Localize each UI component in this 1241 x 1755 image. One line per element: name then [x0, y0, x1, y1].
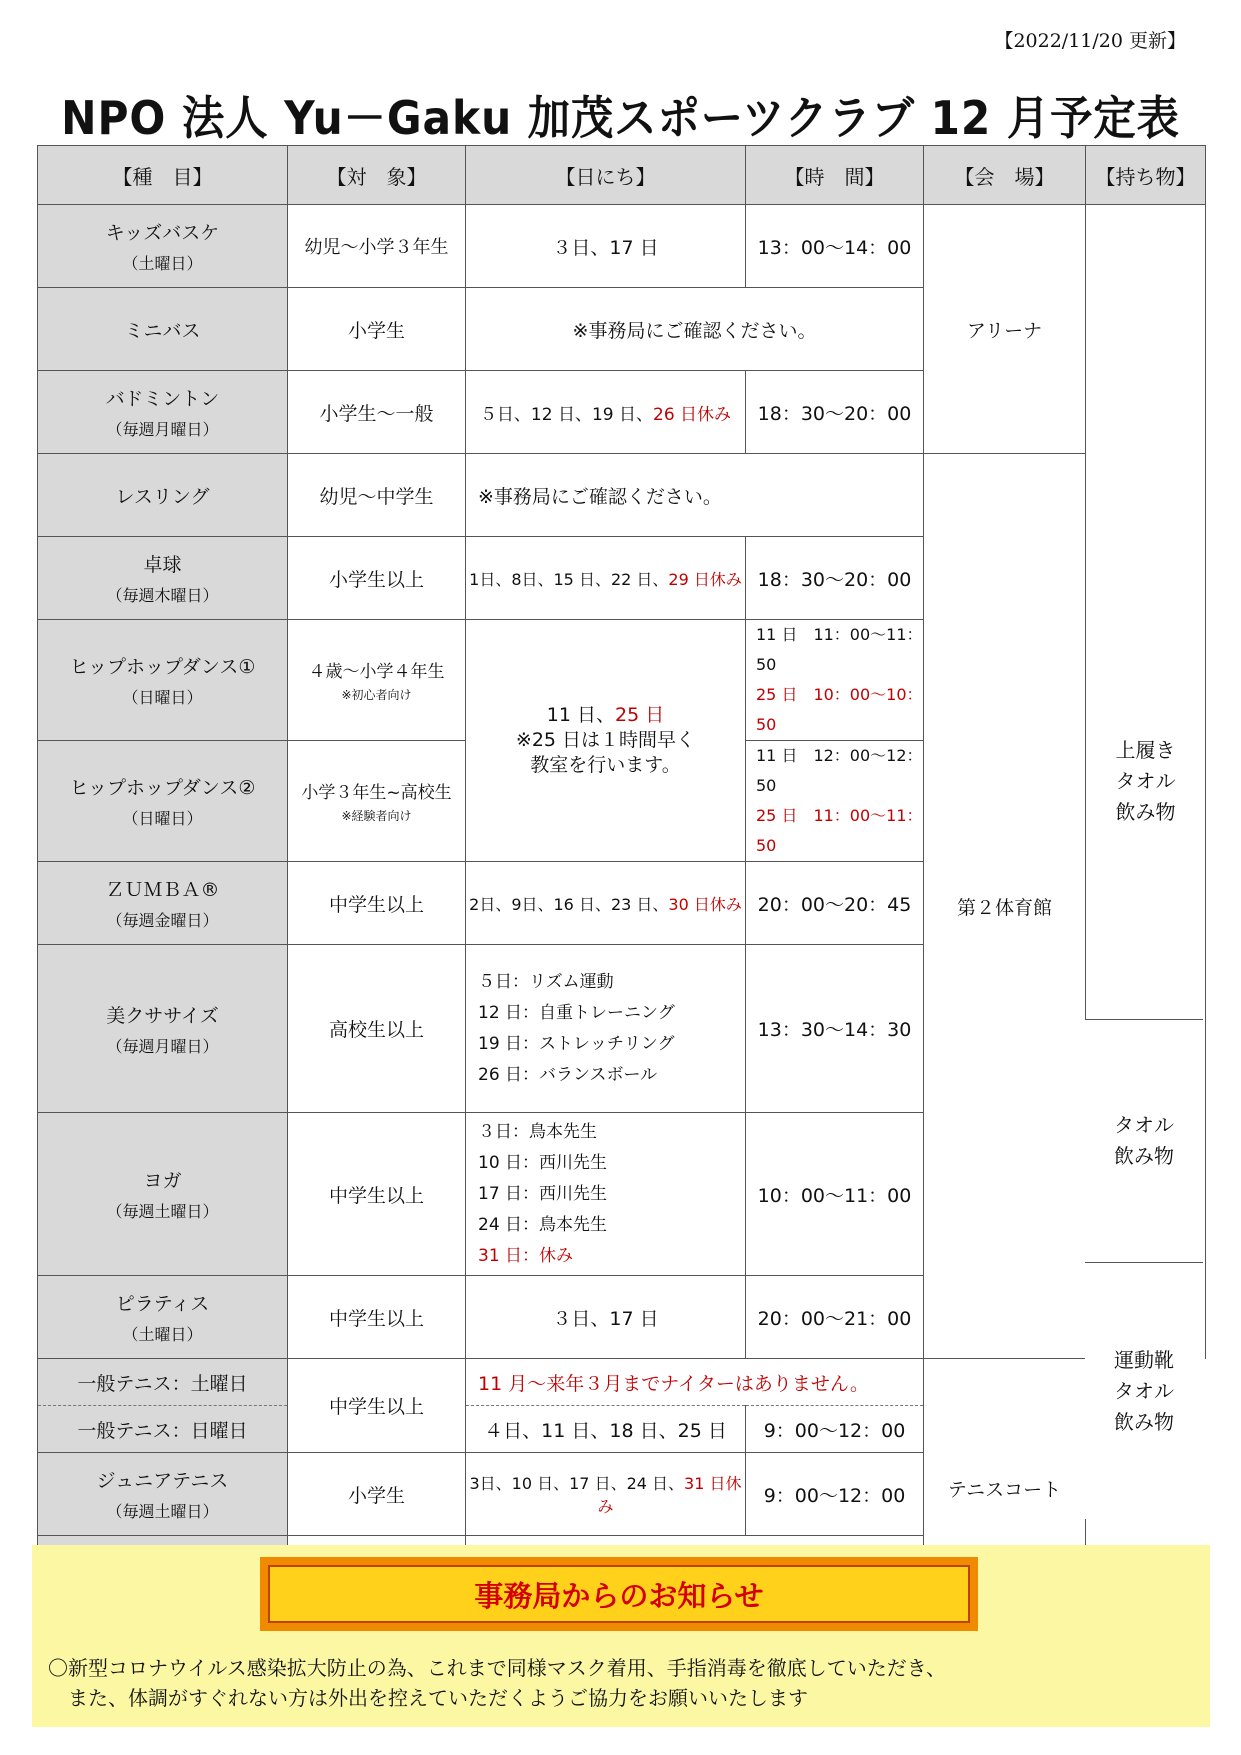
category-cell: ミニバス — [38, 288, 288, 371]
category-cell: ＺＵＭＢＡ® （毎週金曜日） — [38, 862, 288, 945]
dates-cell: ５日：リズム運動 12 日：自重トレーニング 19 日：ストレッチリング 26 日：バランスボール — [466, 945, 746, 1113]
header-category: 【種 目】 — [38, 146, 288, 205]
item-label: 飲み物 — [1114, 1409, 1174, 1434]
target-cell: ４歳～小学４年生 ※初心者向け — [288, 620, 466, 741]
dates-cell: 3日、10 日、17 日、24 日、31 日休み — [466, 1453, 746, 1536]
header-time: 【時 間】 — [746, 146, 924, 205]
venue-arena: アリーナ — [924, 205, 1086, 454]
target-cell: 幼児～中学生 — [288, 454, 466, 537]
item-label: タオル — [1114, 1378, 1174, 1403]
page-title: NPO 法人 Yu－Gaku 加茂スポーツクラブ 12 月予定表 — [61, 91, 1180, 145]
time-cell: 18：30～20：00 — [746, 537, 924, 620]
item-label: 運動靴 — [1114, 1347, 1174, 1372]
target-cell: 中学生以上 — [288, 862, 466, 945]
time-cell: 9：00～12：00 — [746, 1406, 924, 1453]
header-target: 【対 象】 — [288, 146, 466, 205]
category-cell: ヒップホップダンス② （日曜日） — [38, 741, 288, 862]
time-cell: 20：00～20：45 — [746, 862, 924, 945]
target-cell: 小学生 — [288, 1453, 466, 1536]
item-label: タオル — [1114, 1113, 1174, 1137]
target-cell: 幼児～小学３年生 — [288, 205, 466, 288]
category-cell: ヒップホップダンス① （日曜日） — [38, 620, 288, 741]
time-cell: 11 日 11：00～11：50 25 日 10：00～10：50 — [746, 620, 924, 741]
table-row — [38, 205, 1206, 288]
venue-gym2: 第２体育館 — [924, 454, 1086, 1359]
note-cell: ※事務局にご確認ください。 — [466, 454, 924, 537]
category-cell: ジュニアテニス （毎週土曜日） — [38, 1453, 288, 1536]
target-cell: 中学生以上 — [288, 1359, 466, 1453]
target-cell: 小学３年生~高校生 ※経験者向け — [288, 741, 466, 862]
target-cell: 中学生以上 — [288, 1113, 466, 1276]
notice-line: また、体調がすぐれない方は外出を控えていただくようご協力をお願いいたします — [48, 1686, 808, 1710]
dates-cell: 2日、9日、16 日、23 日、30 日休み — [466, 862, 746, 945]
notice-text — [48, 1653, 1194, 1713]
target-cell: 小学生 — [288, 288, 466, 371]
schedule-table — [37, 145, 1206, 1619]
time-cell: 13：00～14：00 — [746, 205, 924, 288]
time-cell: 9：00～12：00 — [746, 1453, 924, 1536]
items-cell-c — [1085, 1262, 1203, 1519]
venue-tennis: テニスコート — [924, 1359, 1086, 1619]
notice-line: 〇新型コロナウイルス感染拡大防止の為、これまで同様マスク着用、手指消毒を徹底していただき、 — [48, 1656, 946, 1680]
header-venue: 【会 場】 — [924, 146, 1086, 205]
time-cell: 18：30～20：00 — [746, 371, 924, 454]
table-header-row — [38, 146, 1206, 205]
category-cell: キッズバスケ （土曜日） — [38, 205, 288, 288]
items-cell-a: 上履き タオル 飲み物 — [1086, 205, 1206, 1359]
dates-cell: ３日、17 日 — [466, 1276, 746, 1359]
target-cell: 小学生～一般 — [288, 371, 466, 454]
item-label: 飲み物 — [1114, 1144, 1174, 1168]
category-cell: 一般テニス：土曜日 — [38, 1359, 288, 1406]
notice-banner — [260, 1557, 978, 1631]
category-cell: 美クササイズ （毎週月曜日） — [38, 945, 288, 1113]
notice-box — [32, 1545, 1210, 1727]
category-cell: レスリング — [38, 454, 288, 537]
dates-cell: ３日：鳥本先生 10 日：西川先生 17 日：西川先生 24 日：鳥本先生 31 日：休み — [466, 1113, 746, 1276]
time-cell: 13：30～14：30 — [746, 945, 924, 1113]
note-cell: ※事務局にご確認ください。 — [466, 288, 924, 371]
target-cell: 高校生以上 — [288, 945, 466, 1113]
category-cell: 卓球 （毎週木曜日） — [38, 537, 288, 620]
category-cell: ヨガ （毎週土曜日） — [38, 1113, 288, 1276]
note-cell: 11 月～来年３月までナイターはありません。 — [466, 1359, 924, 1406]
table-row — [38, 454, 1206, 537]
dates-cell: ４日、11 日、18 日、25 日 — [466, 1406, 746, 1453]
category-cell: 一般テニス：日曜日 — [38, 1406, 288, 1453]
category-cell: バドミントン （毎週月曜日） — [38, 371, 288, 454]
target-cell: 小学生以上 — [288, 537, 466, 620]
dates-cell: ３日、17 日 — [466, 205, 746, 288]
table-row — [38, 1359, 1206, 1406]
dates-cell: 1日、8日、15 日、22 日、29 日休み — [466, 537, 746, 620]
updated-date: 【2022/11/20 更新】 — [994, 30, 1186, 52]
items-cell-b — [1085, 1019, 1203, 1262]
hiphop-dates-cell: 11 日、25 日 ※25 日は１時間早く 教室を行います。 — [466, 620, 746, 862]
time-cell: 20：00～21：00 — [746, 1276, 924, 1359]
header-items: 【持ち物】 — [1086, 146, 1206, 205]
notice-title: 事務局からのお知らせ — [268, 1565, 970, 1623]
time-cell: 11 日 12：00～12：50 25 日 11：00～11：50 — [746, 741, 924, 862]
category-cell: ピラティス （土曜日） — [38, 1276, 288, 1359]
time-cell: 10：00～11：00 — [746, 1113, 924, 1276]
dates-cell: ５日、12 日、19 日、26 日休み — [466, 371, 746, 454]
target-cell: 中学生以上 — [288, 1276, 466, 1359]
header-dates: 【日にち】 — [466, 146, 746, 205]
